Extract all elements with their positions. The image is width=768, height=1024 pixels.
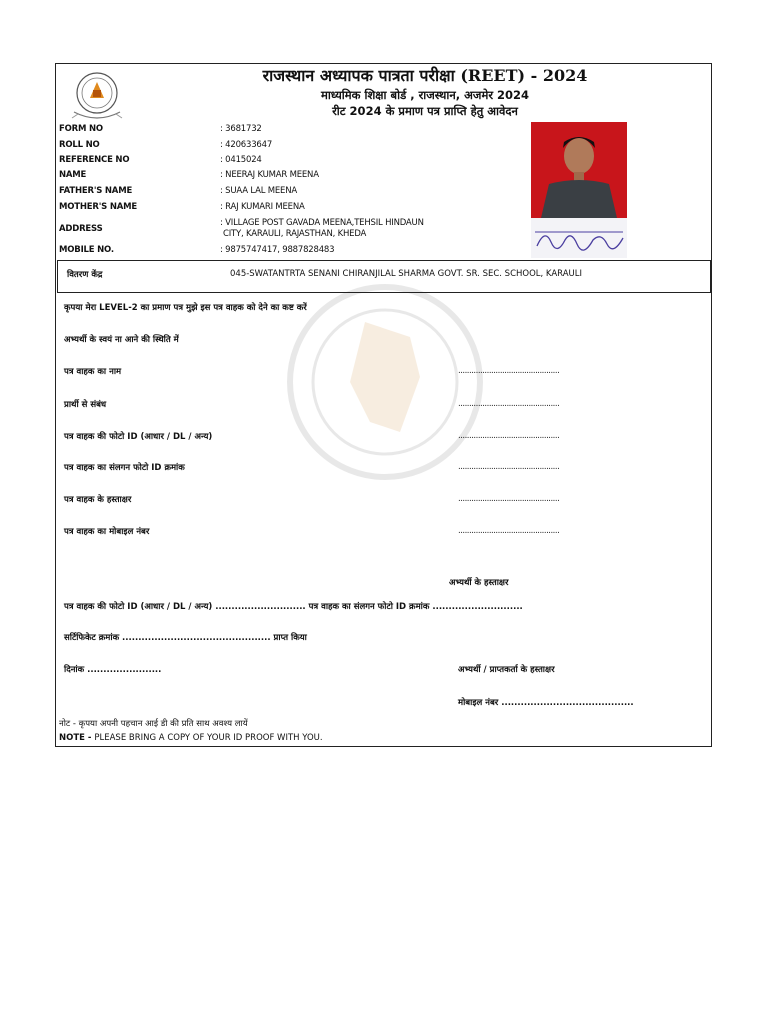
form-no-value: : 3681732 (220, 124, 262, 134)
form-no-label: FORM NO (59, 124, 103, 134)
bearer-signature-field[interactable]: .............................................. (458, 494, 560, 504)
note-english-text: PLEASE BRING A COPY OF YOUR ID PROOF WITH YOU. (94, 733, 323, 743)
distribution-center-label: वितरण केंद्र (67, 270, 103, 280)
bearer-photo-id-field[interactable]: .............................................. (458, 431, 560, 441)
bearer-mobile-field[interactable]: .............................................. (458, 526, 560, 536)
note-english (59, 733, 323, 743)
father-name-value: : SUAA LAL MEENA (220, 186, 297, 196)
mobile-label: MOBILE NO. (59, 245, 114, 255)
application-subtitle: रीट 2024 के प्रमाण पत्र प्राप्ति हेतु आवेदन (332, 104, 518, 118)
photo-id-line: पत्र वाहक की फोटो ID (आधार / DL / अन्य) ............................ पत्र वाहक का संलगन फोटो ID क्रमांक ............................ (64, 602, 523, 612)
address-label: ADDRESS (59, 224, 103, 234)
bearer-signature-label: पत्र वाहक के हस्ताक्षर (64, 495, 132, 505)
date-line: दिनांक ....................... (64, 665, 162, 675)
candidate-signature-label: अभ्यर्थी के हस्ताक्षर (449, 578, 509, 588)
relation-field[interactable]: .............................................. (458, 399, 560, 409)
note-english-label: NOTE - (59, 733, 95, 743)
roll-no-label: ROLL NO (59, 140, 100, 150)
certificate-line: सर्टिफिकेट क्रमांक .............................................. प्राप्त किया (64, 633, 307, 643)
note-hindi: नोट - कृपया अपनी पहचान आई डी की प्रति साथ अवश्य लायें (59, 719, 248, 729)
recipient-signature-label: अभ्यर्थी / प्राप्तकर्ता के हस्ताक्षर (458, 665, 555, 675)
candidate-signature-image (531, 218, 627, 258)
bearer-mobile-label: पत्र वाहक का मोबाइल नंबर (64, 527, 150, 537)
relation-label: प्रार्थी से संबंध (64, 400, 107, 410)
authorization-request: कृपया मेरा LEVEL-2 का प्रमाण पत्र मुझे इस पत्र वाहक को देने का कष्ट करें (64, 303, 307, 313)
mother-name-label: MOTHER'S NAME (59, 202, 137, 212)
exam-title: राजस्थान अध्यापक पात्रता परीक्षा (REET) - 2024 (262, 66, 588, 85)
name-value: : NEERAJ KUMAR MEENA (220, 170, 319, 180)
reference-no-value: : 0415024 (220, 155, 262, 165)
address-line-2: CITY, KARAULI, RAJASTHAN, KHEDA (223, 229, 367, 239)
mother-name-value: : RAJ KUMARI MEENA (220, 202, 305, 212)
distribution-center-value: 045-SWATANTRTA SENANI CHIRANJILAL SHARMA GOVT. SR. SEC. SCHOOL, KARAULI (230, 269, 583, 279)
bearer-name-label: पत्र वाहक का नाम (64, 367, 122, 377)
bearer-photo-id-label: पत्र वाहक की फोटो ID (आधार / DL / अन्य) (64, 432, 213, 442)
bearer-id-number-label: पत्र वाहक का संलगन फोटो ID क्रमांक (64, 463, 185, 473)
recipient-mobile-line: मोबाइल नंबर ......................................... (458, 698, 634, 708)
father-name-label: FATHER'S NAME (59, 186, 133, 196)
bearer-name-field[interactable]: .............................................. (458, 366, 560, 376)
board-logo (68, 68, 126, 122)
candidate-photo (531, 122, 627, 218)
board-subtitle: माध्यमिक शिक्षा बोर्ड , राजस्थान, अजमेर 2024 (320, 88, 530, 102)
reference-no-label: REFERENCE NO (59, 155, 130, 165)
name-label: NAME (59, 170, 87, 180)
address-line-1: : VILLAGE POST GAVADA MEENA,TEHSIL HINDAUN (220, 218, 424, 228)
bearer-id-number-field[interactable]: .............................................. (458, 462, 560, 472)
mobile-value: : 9875747417, 9887828483 (220, 245, 335, 255)
roll-no-value: : 420633647 (220, 140, 273, 150)
absence-heading: अभ्यर्थी के स्वयं ना आने की स्थिति में (64, 335, 179, 345)
